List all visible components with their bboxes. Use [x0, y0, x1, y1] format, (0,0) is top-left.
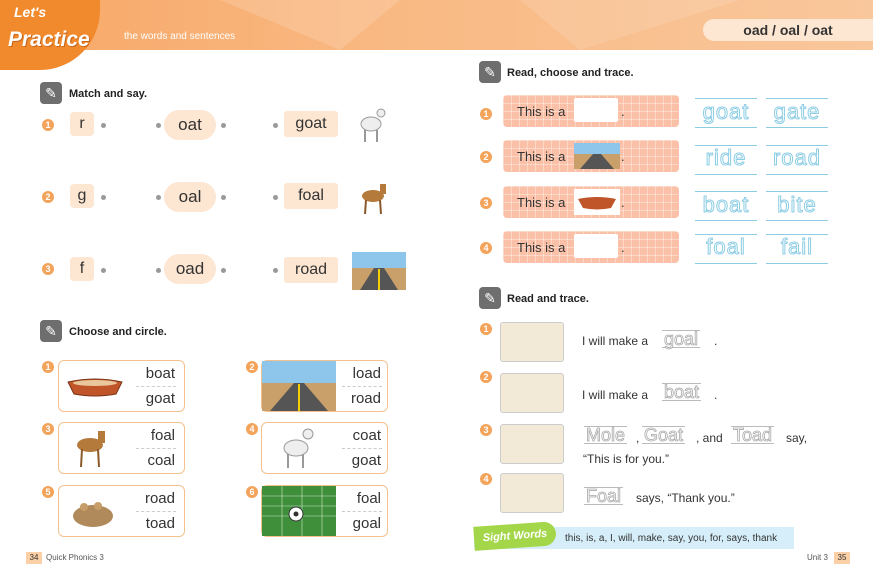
goat-picture — [574, 98, 618, 122]
trace-word[interactable]: ride — [705, 145, 747, 170]
road-picture — [262, 361, 336, 411]
word-box: road — [284, 257, 338, 283]
match-title: Match and say. — [69, 88, 148, 100]
item-number: 6 — [246, 486, 258, 498]
trace-word[interactable]: boat — [664, 382, 700, 402]
road-picture — [352, 252, 406, 290]
sentence: says, “Thank you.” — [636, 491, 735, 505]
pencil-icon: ✎ — [40, 320, 62, 342]
trace-word[interactable]: Toad — [733, 425, 773, 445]
choice-word[interactable]: goat — [351, 452, 381, 469]
letter-box: r — [70, 112, 94, 136]
trace-word[interactable]: Goat — [644, 425, 684, 445]
choice-word[interactable]: goal — [352, 515, 381, 532]
sight-words-list: this, is, a, I, will, make, say, you, for, says, thank — [565, 533, 778, 544]
foal-picture — [356, 180, 392, 216]
pencil-icon: ✎ — [479, 61, 501, 83]
unit-label: Unit 3 — [807, 553, 828, 562]
circle-title: Choose and circle. — [69, 326, 167, 338]
sentence-text: This is a — [517, 195, 566, 210]
sentence: “This is for you.” — [583, 452, 670, 466]
item-number: 2 — [480, 371, 492, 383]
badge-lets: Let's — [14, 4, 47, 20]
road-picture — [574, 143, 620, 169]
sentence-period: . — [621, 149, 625, 164]
foal-picture — [70, 427, 114, 469]
item-number: 3 — [42, 263, 54, 275]
choice-word[interactable]: coal — [147, 452, 175, 469]
trace-word[interactable]: boat — [702, 192, 750, 217]
match-dot[interactable] — [156, 268, 161, 273]
trace-word[interactable]: gate — [773, 99, 821, 124]
match-dot[interactable] — [273, 195, 278, 200]
sentence-text: This is a — [517, 240, 566, 255]
item-number: 1 — [42, 119, 54, 131]
pencil-icon: ✎ — [40, 82, 62, 104]
item-number: 1 — [480, 108, 492, 120]
letter-box: g — [70, 184, 94, 208]
divider — [136, 511, 176, 512]
match-dot[interactable] — [273, 123, 278, 128]
goat-picture — [356, 104, 388, 144]
sentence-period: . — [714, 388, 718, 402]
pencil-icon: ✎ — [479, 287, 501, 309]
choice-word[interactable]: boat — [145, 365, 175, 382]
choice-word[interactable]: goat — [145, 390, 175, 407]
choice-word[interactable]: road — [350, 390, 381, 407]
item-number: 1 — [480, 323, 492, 335]
story-picture — [500, 473, 564, 513]
page-number: 35 — [834, 552, 850, 564]
choice-word[interactable]: foal — [150, 427, 175, 444]
boat-picture — [574, 189, 620, 215]
match-dot[interactable] — [221, 268, 226, 273]
sentence-text: This is a — [517, 104, 566, 119]
item-number: 3 — [480, 424, 492, 436]
sight-words-label: Sight Words — [473, 521, 556, 551]
item-number: 4 — [480, 242, 492, 254]
header-subtitle: the words and sentences — [124, 31, 236, 42]
header-decoration — [220, 0, 400, 50]
soccer-goal-picture — [262, 486, 336, 536]
rt-title: Read and trace. — [507, 293, 589, 305]
book-title: Quick Phonics 3 — [46, 553, 104, 562]
trace-word[interactable]: Foal — [586, 486, 622, 506]
trace-word[interactable]: goal — [664, 329, 699, 349]
choice-word[interactable]: toad — [145, 515, 175, 532]
match-dot[interactable] — [221, 123, 226, 128]
sentence-period: . — [621, 240, 625, 255]
trace-word[interactable]: goat — [702, 99, 750, 124]
choice-word[interactable]: road — [144, 490, 175, 507]
trace-word[interactable]: Mole — [586, 425, 626, 445]
item-number: 3 — [480, 197, 492, 209]
word-box: foal — [284, 183, 338, 209]
ending-oval: oal — [164, 182, 216, 212]
match-dot[interactable] — [101, 195, 106, 200]
divider — [342, 386, 382, 387]
page-number: 34 — [26, 552, 42, 564]
item-number: 4 — [480, 473, 492, 485]
item-number: 1 — [42, 361, 54, 373]
rct-title: Read, choose and trace. — [507, 67, 634, 79]
choice-word[interactable]: foal — [356, 490, 381, 507]
sentence: I will make a — [582, 388, 649, 402]
toad-picture — [68, 492, 118, 530]
choice-word[interactable]: coat — [352, 427, 381, 444]
sentence-period: . — [714, 334, 718, 348]
sentence-period: . — [621, 195, 625, 210]
item-number: 2 — [480, 151, 492, 163]
story-picture — [500, 373, 564, 413]
trace-word[interactable]: bite — [777, 192, 817, 217]
match-dot[interactable] — [273, 268, 278, 273]
story-picture — [500, 424, 564, 464]
item-number: 5 — [42, 486, 54, 498]
item-number: 2 — [246, 361, 258, 373]
story-picture — [500, 322, 564, 362]
sentence: , and — [696, 431, 723, 445]
item-number: 2 — [42, 191, 54, 203]
sentence: say, — [786, 431, 808, 445]
match-dot[interactable] — [101, 123, 106, 128]
item-number: 4 — [246, 423, 258, 435]
choice-word[interactable]: load — [352, 365, 381, 382]
goat-picture — [278, 424, 318, 470]
divider — [136, 448, 176, 449]
boat-picture — [64, 370, 126, 400]
topic-label: oad / oal / oat — [703, 19, 873, 41]
ending-oval: oad — [164, 254, 216, 284]
ending-oval: oat — [164, 110, 216, 140]
divider — [342, 448, 382, 449]
match-dot[interactable] — [221, 195, 226, 200]
trace-word[interactable]: road — [772, 145, 822, 170]
divider — [136, 386, 176, 387]
foal-picture — [574, 234, 618, 258]
letter-box: f — [70, 257, 94, 281]
match-dot[interactable] — [101, 268, 106, 273]
divider — [342, 511, 382, 512]
sentence-text: This is a — [517, 149, 566, 164]
comma: , — [636, 431, 640, 445]
sentence: I will make a — [582, 334, 649, 348]
sentence-period: . — [621, 104, 625, 119]
word-box: goat — [284, 111, 338, 137]
match-dot[interactable] — [156, 195, 161, 200]
trace-word[interactable]: foal — [706, 234, 746, 259]
match-dot[interactable] — [156, 123, 161, 128]
trace-word[interactable]: fail — [780, 234, 814, 259]
item-number: 3 — [42, 423, 54, 435]
badge-practice: Practice — [8, 28, 90, 51]
